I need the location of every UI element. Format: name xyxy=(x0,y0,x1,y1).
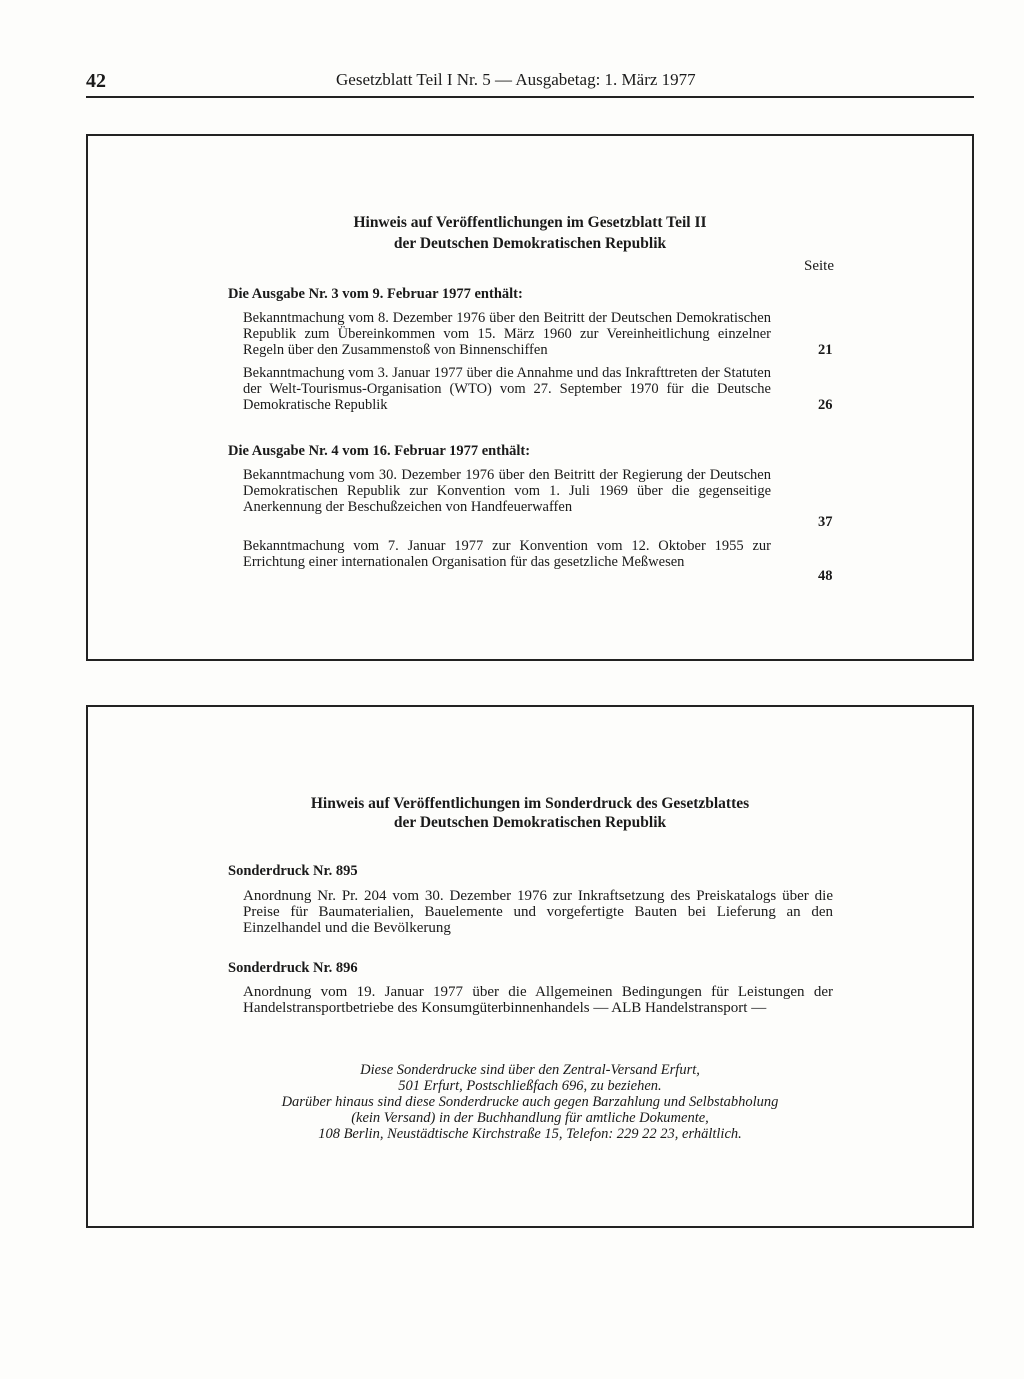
sonderdruck-text: Anordnung Nr. Pr. 204 vom 30. Dezember 1976 zur Inkraftsetzung des Preiskatalogs über die Preise für Baumaterialien, Bauelemente und vorgefertigte Bauten bei Lieferung an den Einzelhandel und die Bevölkerung xyxy=(243,888,833,936)
entry-text: Bekanntmachung vom 8. Dezember 1976 über den Beitritt der Deutschen Demokratischen Republik zum Übereinkommen vom 15. März 1960 zur Vereinheitlichung einzelner Regeln über den Zusammenstoß von Binnenschiffen xyxy=(243,310,771,358)
notice-title-line2: der Deutschen Demokratischen Republik xyxy=(393,814,667,831)
issue-heading-nr3: Die Ausgabe Nr. 3 vom 9. Februar 1977 enthält: xyxy=(228,286,523,302)
sonderdruck-text: Anordnung vom 19. Januar 1977 über die Allgemeinen Bedingungen für Leistungen der Handelstransportbetriebe des Konsumgüterbinnenhandels — ALB Handelstransport — xyxy=(243,984,833,1016)
header-title: Gesetzblatt Teil I Nr. 5 — Ausgabetag: 1. März 1977 xyxy=(336,70,696,89)
notice-title-line1: Hinweis auf Veröffentlichungen im Gesetzblatt Teil II xyxy=(353,214,707,231)
notice-title-line1: Hinweis auf Veröffentlichungen im Sonderdruck des Gesetzblattes xyxy=(310,795,750,812)
page-number: 42 xyxy=(86,70,106,92)
footer-note-line: 501 Erfurt, Postschließfach 696, zu beziehen. xyxy=(398,1078,662,1094)
notice-title-line2: der Deutschen Demokratischen Republik xyxy=(393,235,667,252)
footer-note-line: Darüber hinaus sind diese Sonderdrucke auch gegen Barzahlung und Selbstabholung xyxy=(281,1094,779,1110)
page-reference: 26 xyxy=(818,397,833,413)
notice-box-sonderdruck xyxy=(86,705,974,1228)
page-reference: 21 xyxy=(818,342,833,358)
sonderdruck-label: Sonderdruck Nr. 896 xyxy=(228,960,358,976)
entry-text: Bekanntmachung vom 3. Januar 1977 über die Annahme und das Inkrafttreten der Statuten der Welt-Tourismus-Organisation (WTO) vom 27. September 1970 für die Deutsche Demokratische Republik xyxy=(243,365,771,413)
notice-box-gesetzblatt-teil-ii xyxy=(86,134,974,661)
footer-note-line: Diese Sonderdrucke sind über den Zentral-Versand Erfurt, xyxy=(360,1062,700,1078)
seite-label: Seite xyxy=(804,258,834,274)
sonderdruck-label: Sonderdruck Nr. 895 xyxy=(228,863,358,879)
footer-note-line: 108 Berlin, Neustädtische Kirchstraße 15, Telefon: 229 22 23, erhältlich. xyxy=(318,1126,742,1142)
page-reference: 37 xyxy=(818,514,833,530)
footer-note-line: (kein Versand) in der Buchhandlung für amtliche Dokumente, xyxy=(351,1110,709,1126)
page-header xyxy=(86,68,974,98)
entry-text: Bekanntmachung vom 7. Januar 1977 zur Konvention vom 12. Oktober 1955 zur Errichtung einer internationalen Organisation für das gesetzliche Meßwesen xyxy=(243,538,771,570)
issue-heading-nr4: Die Ausgabe Nr. 4 vom 16. Februar 1977 enthält: xyxy=(228,443,531,459)
entry-text: Bekanntmachung vom 30. Dezember 1976 über den Beitritt der Regierung der Deutschen Demokratischen Republik zur Konvention vom 1. Juli 1969 über die gegenseitige Anerkennung der Beschußzeichen von Handfeuerwaffen xyxy=(243,467,771,515)
page-reference: 48 xyxy=(818,568,833,584)
